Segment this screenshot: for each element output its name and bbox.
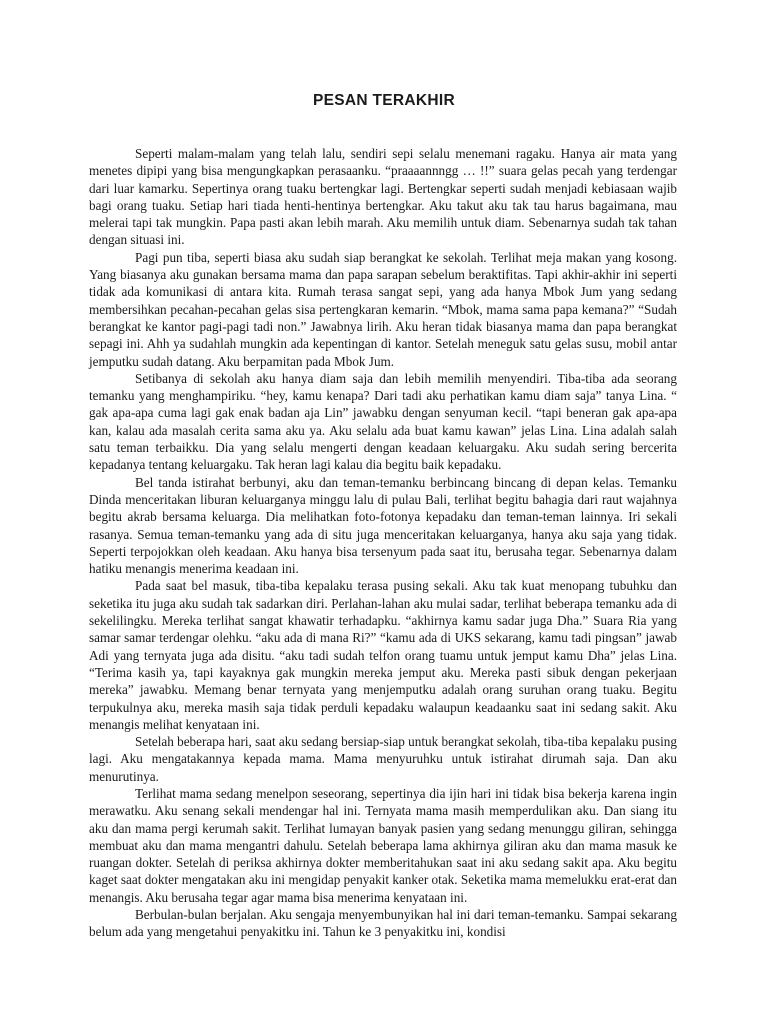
paragraph-1: Seperti malam-malam yang telah lalu, sendiri sepi selalu menemani ragaku. Hanya air mata yang menetes dipipi yang bisa mengungkapkan perasaanku. “praaaannngg … !!” suara gelas pecah yang terdengar dari luar kamarku. Sepertinya orang tuaku bertengkar lagi. Bertengkar seperti sudah menjadi kebiasaan wajib bagi orang tuaku. Setiap hari tiada henti-hentinya bertengkar. Aku takut aku tak tau harus bagaimana, mau melerai tapi tak mungkin. Papa pasti akan lebih marah. Aku memilih untuk diam. Sebenarnya sudah tak tahan dengan situasi ini. [89,146,677,248]
paragraph-5: Pada saat bel masuk, tiba-tiba kepalaku terasa pusing sekali. Aku tak kuat menopang tubuhku dan seketika itu juga aku sudah tak sadarkan diri. Perlahan-lahan aku mulai sadar, terlihat beberapa temanku ada di sekelilingku. Mereka terlihat sangat khawatir terhadapku. “akhirnya kamu sadar juga Dha.” Suara Ria yang samar samar terdengar olehku. “aku ada di mana Ri?” “kamu ada di UKS sekarang, kamu tadi pingsan” jawab Adi yang ternyata juga ada disitu. “aku tadi sudah telfon orang tuamu untuk jemput kamu Dha” jelas Lina. “Terima kasih ya, tapi kayaknya gak mungkin mereka jemput aku. Mereka pasti sibuk dengan pekerjaan mereka” jawabku. Memang benar ternyata yang menjemputku adalah orang suruhan orang tuaku. Begitu terpukulnya aku, mereka masih saja tidak perduli kepadaku walaupun keadaanku saat ini sedang sakit. Aku menangis melihat kenyataan ini. [89,578,677,732]
document-title: PESAN TERAKHIR [313,92,455,109]
document-body [89,145,677,941]
paragraph-8: Berbulan-bulan berjalan. Aku sengaja menyembunyikan hal ini dari teman-temanku. Sampai sekarang belum ada yang mengetahui penyakitku ini. Tahun ke 3 penyakitku ini, kondisi [89,907,677,940]
paragraph-4: Bel tanda istirahat berbunyi, aku dan teman-temanku berbincang bincang di depan kelas. Temanku Dinda menceritakan liburan keluarganya minggu lalu di pulau Bali, terlihat begitu bahagia dari raut wajahnya begitu akrab bersama keluarga. Dia melihatkan foto-fotonya kepadaku dan teman-teman lainnya. Iri sekali rasanya. Semua teman-temanku yang ada di situ juga menceritakan keluarganya, hanya aku saja yang tidak. Seperti terpojokkan oleh keadaan. Aku hanya bisa tersenyum pada saat itu, berusaha tegar. Sebenarnya dalam hatiku menangis menerima keadaan ini. [89,474,677,577]
paragraph-3: Setibanya di sekolah aku hanya diam saja dan lebih memilih menyendiri. Tiba-tiba ada seorang temanku yang menghampiriku. “hey, kamu kenapa? Dari tadi aku perhatikan kamu diam saja” tanya Lina. “ gak apa-apa cuma lagi gak enak badan aja Lin” jawabku dengan senyuman kecil. “tapi beneran gak apa-apa kan, kalau ada masalah cerita sama aku ya. Aku selalu ada buat kamu kawan” jelas Lina. Lina adalah salah satu teman terbaikku. Dia yang selalu mengerti dengan keadaan keluargaku. Aku sudah sering bercerita kepadanya tentang keluargaku. Tak heran lagi kalau dia begitu baik kepadaku. [89,370,677,473]
paragraph-2: Pagi pun tiba, seperti biasa aku sudah siap berangkat ke sekolah. Terlihat meja makan yang kosong. Yang biasanya aku gunakan bersama mama dan papa sarapan sebelum beraktifitas. Tapi akhir-akhir ini seperti tidak ada komunikasi di antara kita. Rumah terasa sangat sepi, yang ada hanya Mbok Jum yang sedang membersihkan pecahan-pecahan gelas sisa pertengkaran kemarin. “Mbok, mama sama papa kemana?” “Sudah berangkat ke kantor pagi-pagi tadi non.” Jawabnya lirih. Aku heran tidak biasanya mama dan papa berangkat sepagi ini. Ahh ya sudahlah mungkin ada kepentingan di kantor. Setelah meneguk satu gelas susu, mobil antar jemputku sudah datang. Aku berpamitan pada Mbok Jum. [89,249,677,369]
paragraph-6: Setelah beberapa hari, saat aku sedang bersiap-siap untuk berangkat sekolah, tiba-tiba kepalaku pusing lagi. Aku mengatakannya kepada mama. Mama menyuruhku untuk istirahat dirumah saja. Dan aku menurutinya. [89,734,677,784]
paragraph-7: Terlihat mama sedang menelpon seseorang, sepertinya dia ijin hari ini tidak bisa bekerja karena ingin merawatku. Aku senang sekali mendengar hal ini. Ternyata mama masih memperdulikan aku. Dan siang itu aku dan mama pergi kerumah sakit. Terlihat lumayan banyak pasien yang sedang menunggu giliran, sehingga membuat aku dan mama mengantri dahulu. Setelah beberapa lama akhirnya giliran aku dan mama masuk ke ruangan dokter. Setelah di periksa akhirnya dokter memberitahukan saat ini aku sedang sakit apa. Aku begitu kaget saat dokter mengatakan aku ini mengidap penyakit kanker otak. Seketika mama memelukku erat-erat dan menangis. Aku berusaha tegar agar mama bisa menerima kenyataan ini. [89,785,677,905]
